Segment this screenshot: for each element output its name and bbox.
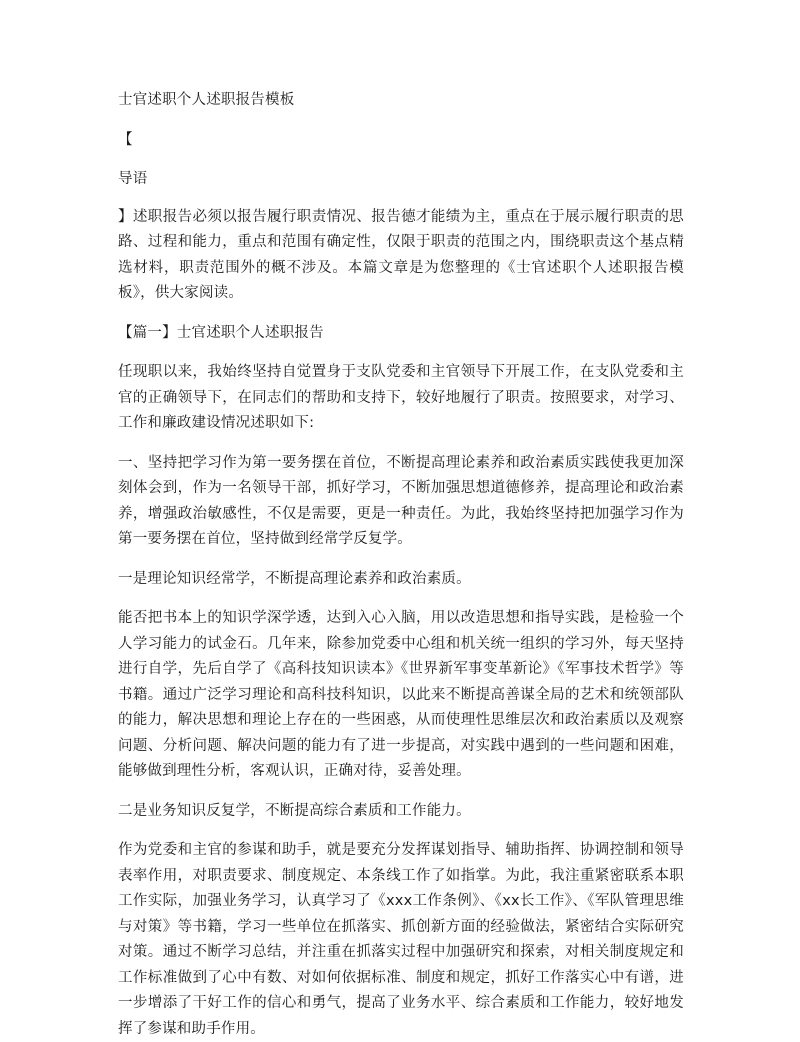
sub-heading: 一是理论知识经常学，不断提高理论素养和政治素质。 xyxy=(118,570,471,587)
lead-bracket-open: 【 xyxy=(118,131,133,148)
document-title: 士官述职个人述职报告模板 xyxy=(118,92,295,108)
lead-paragraph: 】述职报告必须以报告履行职责情况、报告德才能绩为主，重点在于展示履行职责的思路、过程和能力，重点和范围有确定性，仅限于职责的范围之内，围绕职责这个基点精选材料，职责范围外的概不涉及。本篇文章是为您整理的《士官述职个人述职报告模板》，供大家阅读。 xyxy=(118,208,684,301)
body-paragraph: 能否把书本上的知识学深学透，达到入心入脑，用以改造思想和指导实践，是检验一个人学习能力的试金石。几年来，除参加党委中心组和机关统一组织的学习外，每天坚持进行自学，先后自学了《高科技知识读本》《世界新军事变革新论》《军事技术哲学》等书籍。通过广泛学习理论和高科技科知识，以此来不断提高善谋全局的艺术和统领部队的能力，解决思想和理论上存在的一些困惑，从而使理性思维层次和政治素质以及观察问题、分析问题、解决问题的能力有了进一步提高，对实践中遇到的一些问题和困难，能够做到理性分析，客观认识，正确对待，妥善处理。 xyxy=(118,610,684,779)
sub-heading: 二是业务知识反复学，不断提高综合素质和工作能力。 xyxy=(118,802,471,819)
section-heading: 【篇一】士官述职个人述职报告 xyxy=(118,324,324,341)
body-paragraph: 一、坚持把学习作为第一要务摆在首位，不断提高理论素养和政治素质实践使我更加深刻体会到，作为一名领导干部，抓好学习，不断加强思想道德修养，提高理论和政治素养，增强政治敏感性，不仅是需要，更是一种责任。为此，我始终坚持把加强学习作为第一要务摆在首位，坚持做到经常学反复学。 xyxy=(118,454,684,547)
body-paragraph: 任现职以来，我始终坚持自觉置身于支队党委和主官领导下开展工作，在支队党委和主官的正确领导下，在同志们的帮助和支持下，较好地履行了职责。按照要求，对学习、工作和廉政建设情况述职如下: xyxy=(118,364,684,431)
body-paragraph: 作为党委和主官的参谋和助手，就是要充分发挥谋划指导、辅助指挥、协调控制和领导表率作用，对职责要求、制度规定、本条线工作了如指掌。为此，我注重紧密联系本职工作实际，加强业务学习，认真学习了《xxx工作条例》、《xx长工作》、《军队管理思维与对策》等书籍，学习一些单位在抓落实、抓创新方面的经验做法，紧密结合实际研究对策。通过不断学习总结，并注重在抓落实过程中加强研究和探索，对相关制度规定和工作标准做到了心中有数、对如何依据标准、制度和规定，抓好工作落实心中有谱，进一步增添了干好工作的信心和勇气，提高了业务水平、综合素质和工作能力，较好地发挥了参谋和助手作用。 xyxy=(118,842,684,1037)
lead-label: 导语 xyxy=(118,171,148,187)
document-page xyxy=(118,88,684,1042)
